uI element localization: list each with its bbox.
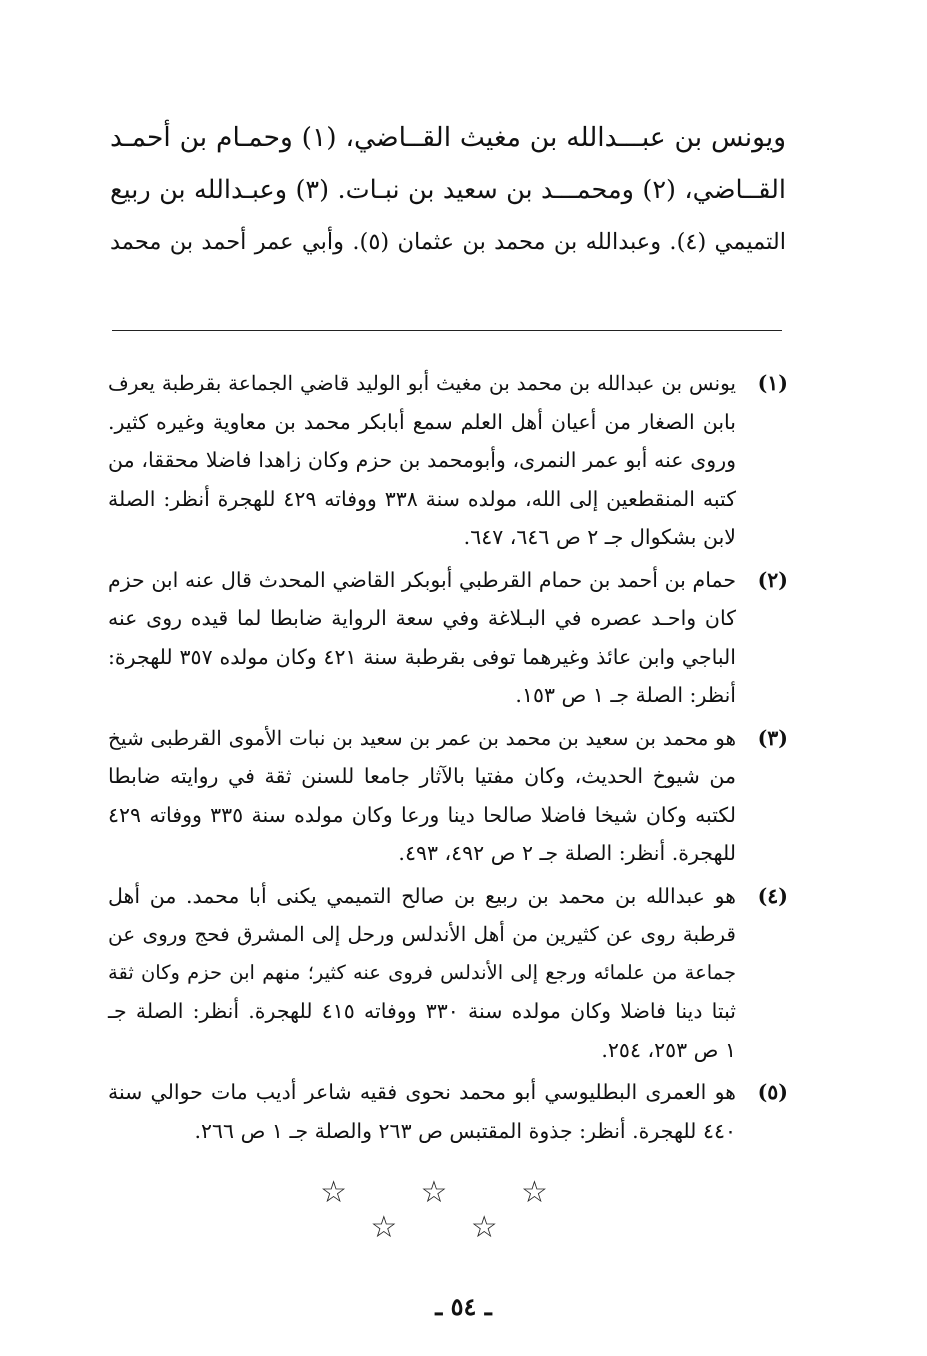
footnote-line: من شيوخ الحديث، وكان مفتيا بالآثار جامعا للسنن ثقة في روايته ضابطا — [108, 764, 736, 788]
main-text — [110, 112, 786, 268]
footnote-text — [108, 877, 736, 1070]
footnote-line: كان واحـد عصره في البـلاغة وفي سعة الرواية ضابطا لما قيده روى عنه — [108, 606, 736, 630]
footnote-text — [108, 561, 736, 715]
footnote-number: (٤) — [757, 883, 788, 908]
footnote-line: لابن بشكوال جـ ٢ ص ٦٤٦، ٦٤٧. — [463, 525, 736, 549]
footnote-line: الباجي وابن عائذ وغيرهما توفى بقرطبة سنة ٤٢١ وكان مولده ٣٥٧ للهجرة: — [108, 644, 736, 669]
footnote-1 — [108, 364, 788, 557]
star-ornament-icon: ☆ ☆ ☆ ☆ ☆ — [320, 1175, 580, 1245]
footnotes — [108, 364, 788, 1154]
footnote-line: جماعة من علمائه ورجع إلى الأندلس فروى عنه كثير؛ منهم ابن حزم وكان ثقة — [108, 960, 736, 984]
footnote-line: هو العمرى البطليوسي أبو محمد نحوى فقيه شاعر أديب مات حوالي سنة — [108, 1080, 736, 1104]
footnote-line: ٤٤٠ للهجرة. أنظر: جذوة المقتبس ص ٢٦٣ والصلة جـ ١ ص ٢٦٦. — [194, 1118, 736, 1143]
footnote-4 — [108, 877, 788, 1070]
main-text-line: القــاضي، (٢) ومحمـــد بن سعيد بن نبـات. (٣) وعبـدالله بن ربيع — [110, 175, 787, 205]
footnote-line: قرطبة روى عن كثيرين من أهل الأندلس ورحل إلى المشرق فحج وروى عن — [108, 922, 736, 946]
footnote-text — [108, 719, 736, 873]
footnote-number: (٣) — [757, 725, 788, 750]
footnote-number: (٥) — [757, 1080, 788, 1104]
footnote-line: يونس بن عبدالله بن محمد بن مغيث أبو الوليد قاضي الجماعة بقرطبة يعرف — [108, 371, 736, 395]
footnote-line: ١ ص ٢٥٣، ٢٥٤. — [601, 1037, 736, 1062]
page-number: ـ ٥٤ ـ — [435, 1292, 492, 1321]
footnote-text — [108, 1073, 736, 1150]
footnote-5 — [108, 1073, 788, 1150]
footnote-number: (٢) — [757, 567, 788, 592]
footnote-separator — [112, 330, 782, 331]
footnote-line: حمام بن أحمد بن حمام القرطبي أبوبكر القاضي المحدث قال عنه ابن حزم — [108, 567, 736, 592]
footnote-2 — [108, 561, 788, 715]
footnote-line: ثبتا دينا فاضلا وكان مولده سنة ٣٣٠ ووفاته ٤١٥ للهجرة. أنظر: الصلة جـ — [108, 999, 736, 1023]
footnote-line: لكتبه وكان شيخا فاضلا صالحا دينا ورعا وكان مولده سنة ٣٣٥ ووفاته ٤٢٩ — [108, 802, 736, 827]
footnote-line: هو محمد بن سعيد بن محمد بن عمر بن سعيد بن نبات الأموى القرطبى شيخ — [108, 725, 736, 750]
footnote-3 — [108, 719, 788, 873]
footnote-line: كتبه المنقطعين إلى الله، مولده سنة ٣٣٨ ووفاته ٤٢٩ للهجرة أنظر: الصلة — [108, 486, 737, 511]
footnote-line: أنظر: الصلة جـ ١ ص ١٥٣. — [515, 683, 736, 707]
footnote-text — [108, 364, 736, 557]
footnote-line: وروى عنه أبو عمر النمرى، وأبومحمد بن حزم وكان زاهدا فاضلا محققا، من — [108, 448, 736, 472]
main-text-line: ويونس بن عبـــدالله بن مغيث القــاضي، (١) وحمـام بن أحمـد — [110, 122, 786, 153]
footnote-line: بابن الصغار من أعيان أهل العلم سمع أبابكر محمد بن معاوية وغيره كثير. — [108, 409, 736, 434]
footnote-number: (١) — [757, 371, 788, 395]
main-text-line: التميمي (٤). وعبدالله بن محمد بن عثمان (٥). وأبي عمر أحمد بن محمد — [110, 229, 787, 255]
footnote-line: هو عبدالله بن محمد بن ربيع بن صالح التميمي يكنى أبا محمد. من أهل — [108, 883, 736, 908]
footnote-line: للهجرة. أنظر: الصلة جـ ٢ ص ٤٩٢، ٤٩٣. — [398, 841, 736, 865]
